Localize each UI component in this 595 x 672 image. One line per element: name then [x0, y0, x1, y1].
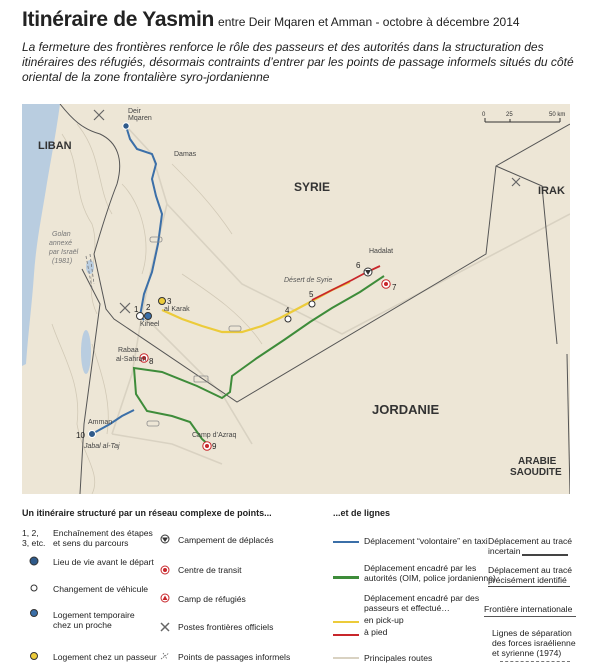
label-amman: Amman [88, 419, 113, 426]
svg-text:Golan: Golan [52, 231, 71, 238]
svg-text:7: 7 [392, 283, 397, 292]
label-desert: Désert de Syrie [284, 277, 333, 284]
legend-encadre-auth: Déplacement encadré par les autorités (OIM, police jordanienne) [364, 563, 496, 583]
legend-frontiere: Frontière internationale [484, 604, 573, 614]
legend [22, 500, 578, 672]
legend-enum-text: Enchaînement des étapes et sens du parcours [53, 528, 153, 548]
svg-text:1: 1 [134, 305, 139, 314]
legend-frontiere-line [484, 616, 576, 617]
map-title [22, 8, 520, 32]
legend-pickup-line [333, 621, 359, 623]
svg-text:8: 8 [149, 357, 154, 366]
label-syrie: SYRIE [294, 180, 331, 194]
step-1-home [123, 123, 129, 129]
svg-text:10: 10 [76, 431, 85, 440]
legend-campement: Campement de déplacés [178, 535, 274, 545]
step-3-smuggler [159, 298, 166, 305]
svg-text:5: 5 [309, 290, 314, 299]
legend-authority-line [333, 576, 359, 579]
legend-pied: à pied [364, 627, 388, 637]
legend-postes: Postes frontières officiels [178, 622, 274, 632]
title-main: Itinéraire de Yasmin [22, 8, 215, 31]
legend-postes-icon [159, 621, 171, 633]
title-rest: entre Deir Mqaren et Amman - octobre à décembre 2014 [218, 15, 520, 29]
label-damas: Damas [174, 151, 197, 158]
legend-logement-temp: Logement temporaire chez un proche [53, 610, 135, 630]
dead-sea [81, 330, 91, 374]
label-jordanie: JORDANIE [372, 402, 440, 417]
svg-text:annexé: annexé [49, 240, 72, 247]
svg-text:6: 6 [356, 261, 361, 270]
label-kiheel: Kiheel [140, 321, 160, 328]
step-2-relative [145, 313, 152, 320]
map-subtitle: La fermeture des frontières renforce le rôle des passeurs et des autorités dans la structuration des itinéraires des réfugiés, désormais contraints d’entrer par les points de passage informels situés du côté oriental de la zone frontalière syro-jordanienne [22, 40, 574, 84]
legend-road-line [333, 657, 359, 659]
legend-pickup: en pick-up [364, 615, 404, 625]
legend-foot-line [333, 634, 359, 636]
map-panel [22, 104, 570, 494]
legend-taxi: Déplacement “volontaire” en taxi [364, 536, 488, 546]
legend-points: Points de passages informels [178, 652, 291, 662]
label-hadalat: Hadalat [369, 248, 394, 255]
legend-identifie-line [488, 586, 570, 587]
legend-campement-icon [159, 533, 171, 545]
legend-changement-icon [28, 582, 40, 594]
legend-lieu-icon [28, 555, 40, 567]
svg-text:3: 3 [167, 297, 172, 306]
label-jabal: Jabal al-Taj [84, 443, 120, 450]
legend-points-icon [159, 650, 171, 662]
legend-camp-icon [159, 592, 171, 604]
label-mqaren: Mqaren [128, 115, 152, 122]
svg-text:4: 4 [285, 306, 290, 315]
legend-changement: Changement de véhicule [53, 584, 149, 594]
step-10-relative [89, 431, 96, 438]
legend-heading-lines: ...et de lignes [333, 508, 391, 518]
legend-routes: Principales routes [364, 653, 433, 663]
legend-identifie: Déplacement au tracé précisément identifié [488, 565, 573, 585]
scale-label-50: 50 km [549, 112, 566, 118]
legend-encadre-pass: Déplacement encadré par des passeurs et effectué… [364, 593, 480, 613]
legend-heading-points: Un itinéraire structuré par un réseau complexe de points... [22, 508, 272, 518]
label-rabaa: Rabaa [118, 347, 139, 354]
svg-text:9: 9 [212, 442, 217, 451]
svg-text:2: 2 [146, 303, 151, 312]
label-alsahran: al-Sahran [116, 356, 147, 363]
svg-text:par Israël: par Israël [49, 249, 79, 256]
legend-incertain: Déplacement au tracé incertain [488, 536, 573, 556]
legend-camp-ref: Camp de réfugiés [178, 594, 246, 604]
label-arabie: ARABIE [518, 456, 557, 467]
legend-centre-icon [159, 564, 171, 576]
legend-logement-passeur-icon [28, 650, 40, 662]
label-camp-azraq: Camp d’Azraq [192, 432, 237, 439]
legend-incertain-line [522, 554, 568, 556]
legend-separation: Lignes de séparation des forces israélienne et syrienne (1974) [492, 628, 576, 658]
svg-text:(1981): (1981) [52, 258, 73, 265]
step-4-change [285, 316, 291, 322]
map-svg [22, 104, 570, 494]
label-saoudite: SAOUDITE [510, 467, 562, 478]
legend-taxi-line [333, 541, 359, 543]
label-alkarak: al Karak [164, 306, 190, 313]
step-5-change [309, 301, 315, 307]
legend-centre: Centre de transit [178, 565, 242, 575]
label-deir: Deir [128, 108, 141, 115]
scale-label-0: 0 [482, 112, 486, 118]
label-irak: IRAK [538, 185, 565, 197]
label-liban: LIBAN [38, 140, 72, 152]
legend-lieu: Lieu de vie avant le départ [53, 557, 154, 567]
legend-separation-line [500, 661, 570, 662]
legend-enum-numbers: 1, 2, 3, etc. [22, 528, 46, 548]
legend-logement-temp-icon [28, 607, 40, 619]
scale-label-25: 25 [506, 112, 513, 118]
legend-logement-passeur: Logement chez un passeur [53, 652, 157, 662]
